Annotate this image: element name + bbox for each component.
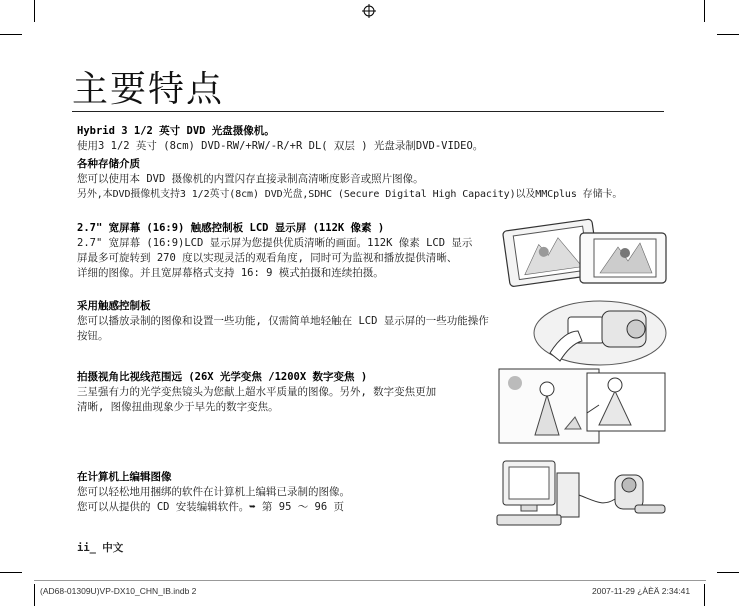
section-heading: 各种存储介质 [77,158,140,170]
lcd-screens-illustration [500,213,670,293]
computer-illustration [495,455,670,535]
page-title: 主要特点 [72,69,225,110]
crop-mark [0,34,22,35]
touch-panel-illustration [530,297,670,367]
crop-mark [34,0,35,22]
crop-mark [717,572,739,573]
footer-divider [34,580,706,581]
section-line: 屏最多可旋转到 270 度以实现灵活的观看角度, 同时可为监视和播放提供清晰、 [77,252,458,264]
crop-mark [717,34,739,35]
feature-section-hybrid [77,124,677,154]
feature-section-touch [77,299,537,344]
section-line: 按钮。 [77,330,109,342]
crop-mark [34,584,35,606]
section-line: 您可以从提供的 CD 安装编辑软件。➥ 第 95 ～ 96 页 [77,501,345,513]
section-line: 三星强有力的光学变焦镜头为您献上超水平质量的图像。另外, 数字变焦更加 [77,386,437,398]
section-line: 清晰, 图像扭曲现象少于早先的数字变焦。 [77,401,279,413]
footer-file-info: (AD68-01309U)VP-DX10_CHN_IB.indb 2 [40,586,197,596]
section-heading: 在计算机上编辑图像 [77,471,172,483]
crop-mark [704,0,705,22]
feature-section-lcd [77,221,487,281]
section-line: 您可以轻松地用捆绑的软件在计算机上编辑已录制的图像。 [77,486,350,498]
feature-section-zoom [77,370,497,415]
section-line: 使用3 1/2 英寸 (8cm) DVD-RW/+RW/-R/+R DL( 双层 ) 光盘录制DVD-VIDEO。 [77,140,484,152]
feature-section-editing [77,470,497,515]
section-line: 详细的图像。并且宽屏幕格式支持 16: 9 模式拍摄和连续拍摄。 [77,267,384,279]
registration-mark-icon [362,4,376,18]
section-line: 您可以使用本 DVD 摄像机的内置闪存直接录制高清晰度影音或照片图像。 [77,173,424,185]
title-underline [72,111,664,112]
crop-mark [0,572,22,573]
section-line: 另外,本DVD摄像机支持3 1/2英寸(8cm) DVD光盘,SDHC (Secure Digital High Capacity)以及MMCplus 存储卡。 [77,189,623,200]
section-heading: 拍摄视角比视线范围远 (26X 光学变焦 /1200X 数字变焦 ) [77,371,368,383]
section-heading: 2.7" 宽屏幕 (16:9) 触感控制板 LCD 显示屏 (112K 像素 ) [77,222,385,234]
page-number-label: ii_ 中文 [77,542,124,554]
section-line: 您可以播放录制的图像和设置一些功能, 仅需简单地轻触在 LCD 显示屏的一些功能操作 [77,315,489,327]
section-line: 2.7" 宽屏幕 (16:9)LCD 显示屏为您提供优质清晰的画面。112K 像素 LCD 显示 [77,237,473,249]
crop-mark [704,584,705,606]
section-heading: 采用触感控制板 [77,300,151,312]
zoom-illustration [495,365,670,447]
feature-section-storage [77,157,717,202]
section-heading: Hybrid 3 1/2 英寸 DVD 光盘摄像机。 [77,125,275,137]
footer-timestamp: 2007-11-29 ¿ÀÈÄ 2:34:41 [592,586,691,596]
